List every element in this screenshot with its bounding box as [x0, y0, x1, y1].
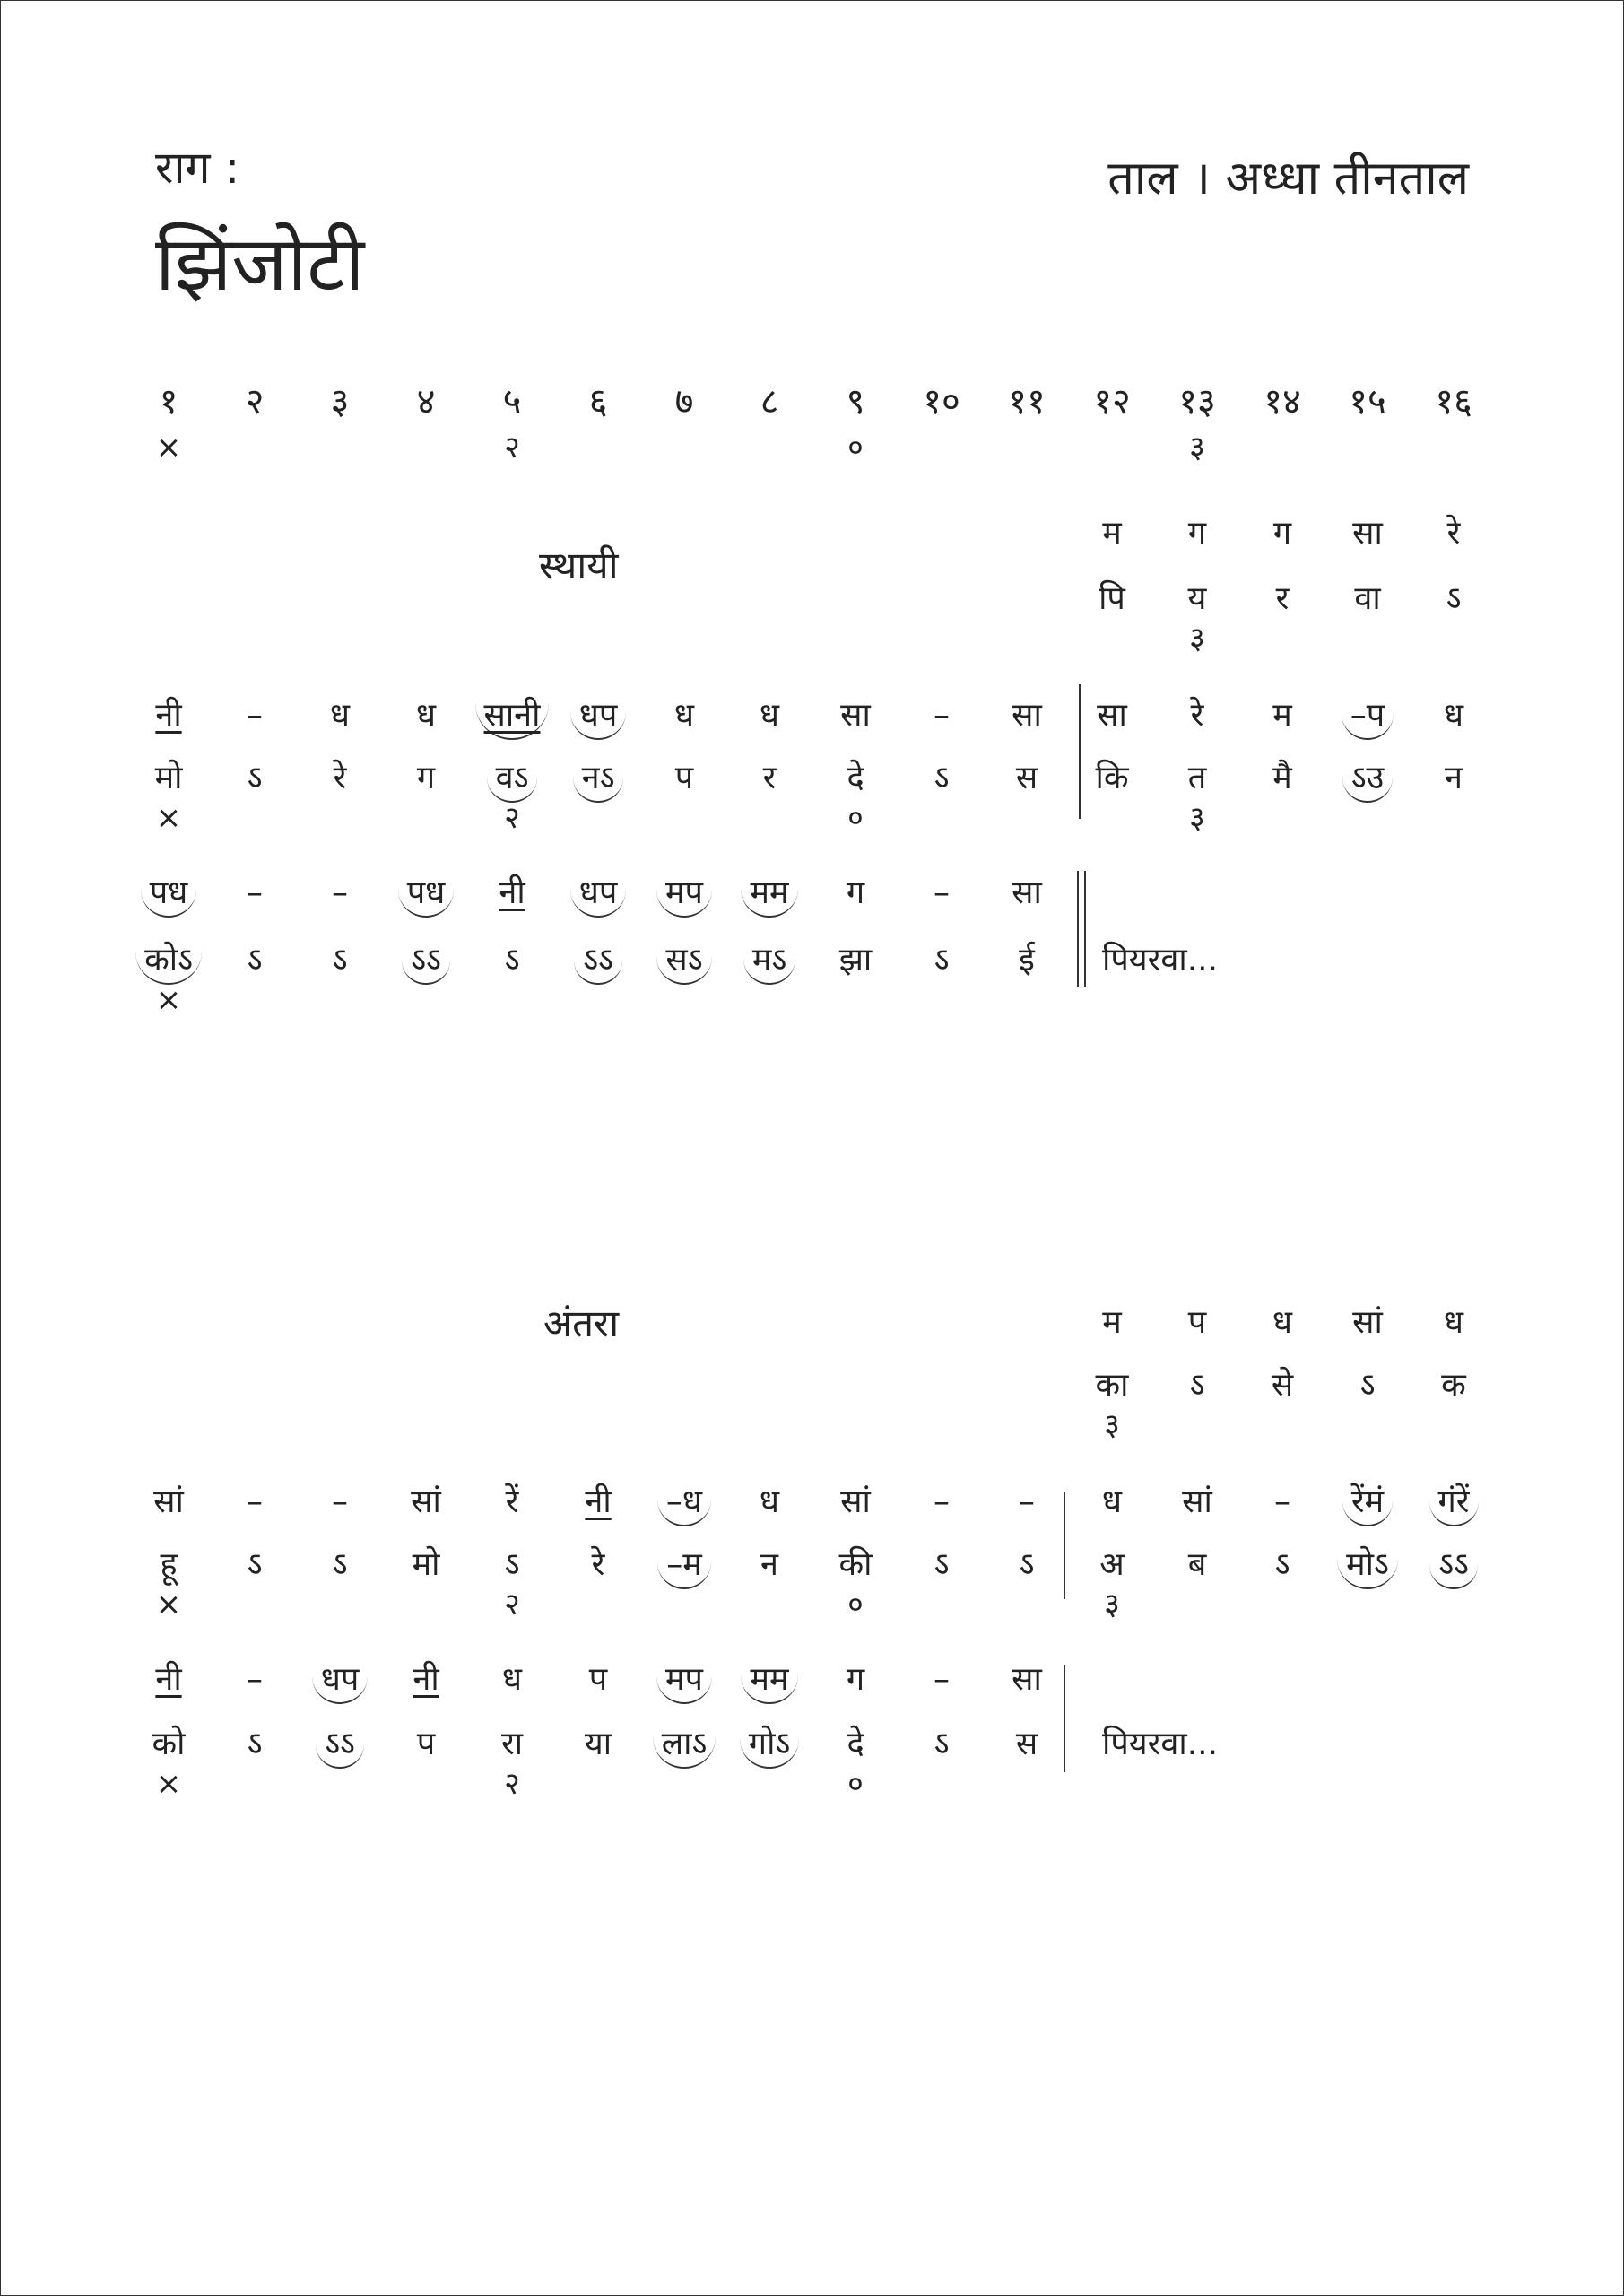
swar-note: सां: [840, 1483, 871, 1520]
bol-syllable: मै: [1272, 760, 1292, 796]
bol-syllable: [635, 1725, 734, 1769]
bol-syllable: [720, 941, 819, 985]
beat-number: १: [159, 381, 178, 422]
swar-note: ग: [1187, 515, 1207, 552]
repeat-indicator: पियरवा...: [1102, 1726, 1219, 1762]
slur-group: –प: [1342, 699, 1394, 740]
swar-note: ध: [501, 1661, 523, 1698]
bol-syllable: ब: [1187, 1546, 1207, 1583]
slur-group: मम: [741, 1663, 797, 1704]
bol-syllable: कि: [1095, 760, 1129, 796]
swar-note: [119, 1660, 218, 1700]
slur-group: ऽऽ: [316, 1727, 364, 1769]
beat-number: १६: [1435, 381, 1472, 422]
bol-syllable: की: [838, 1546, 873, 1583]
taal-mark: ०: [847, 1766, 864, 1802]
division-bar: [1079, 684, 1081, 819]
raag-label: राग :: [155, 142, 240, 194]
slur-group: पध: [398, 876, 455, 918]
slur-group: मऽ: [743, 944, 795, 985]
division-bar: [1064, 1492, 1065, 1599]
beat-number: ८: [760, 381, 779, 422]
swar-note: [635, 1660, 734, 1704]
swar-note: [549, 874, 647, 918]
swar-note: ध: [1443, 697, 1464, 734]
bol-syllable: प: [674, 760, 694, 796]
swar-note: ध: [415, 697, 437, 734]
slur-group: नऽ: [573, 761, 624, 803]
bol-syllable: [377, 941, 475, 985]
bol-syllable: ऽ: [934, 942, 950, 978]
swar-note: ध: [1101, 1483, 1123, 1520]
swar-note: –: [934, 697, 950, 734]
bol-syllable: [119, 941, 218, 985]
slur-group: धप: [312, 1663, 369, 1704]
swar-note: ध: [673, 697, 695, 734]
bol-syllable: रे: [591, 1546, 605, 1583]
swar-note: रें: [505, 1483, 519, 1520]
bol-syllable: प: [416, 1726, 436, 1762]
swar-note: ग: [846, 1661, 865, 1698]
swar-note: ध: [759, 697, 780, 734]
komal-note: नी: [499, 874, 525, 911]
swar-note: –: [247, 1483, 263, 1520]
repeat-indicator: पियरवा...: [1102, 942, 1219, 978]
swar-note: म: [1272, 697, 1292, 734]
swar-note: म: [1102, 515, 1122, 552]
bol-syllable: झा: [838, 942, 873, 978]
bol-syllable: मो: [154, 760, 183, 796]
bol-syllable: ऽ: [934, 1726, 950, 1762]
komal-note: नी: [155, 1661, 182, 1698]
bol-syllable: मो: [412, 1546, 440, 1583]
slur-group: वऽ: [487, 761, 538, 803]
slur-group: मप: [656, 1663, 712, 1704]
bol-syllable: ऽ: [934, 1546, 950, 1583]
bol-syllable: दे: [847, 1726, 864, 1762]
slur-group: ऽऽ: [402, 944, 450, 985]
komal-note: नी: [413, 1661, 439, 1698]
bol-syllable: ऽ: [247, 760, 263, 796]
taal-mark: ×: [155, 800, 182, 836]
swar-note: सां: [153, 1483, 184, 1520]
swar-note: [720, 874, 819, 918]
bol-syllable: ऽ: [934, 760, 950, 796]
swar-note: ध: [1443, 1304, 1464, 1341]
bol-syllable: दे: [847, 760, 864, 796]
taal-mark: ×: [155, 982, 182, 1018]
slur-group: –ध: [657, 1485, 711, 1526]
swar-note: –: [332, 874, 348, 911]
komal-note: नी: [585, 1483, 612, 1520]
bol-syllable: र: [1275, 580, 1290, 617]
swar-note: रे: [1446, 515, 1461, 552]
swar-note: [291, 1660, 389, 1704]
swar-note: सा: [1012, 874, 1042, 911]
bol-syllable: [1318, 759, 1417, 803]
bol-syllable: [635, 1545, 734, 1589]
swar-note: [549, 696, 647, 740]
slur-group: लाऽ: [653, 1727, 716, 1769]
slur-group: गोऽ: [740, 1727, 799, 1769]
slur-group: मप: [656, 876, 712, 918]
taal-mark: ३: [1189, 430, 1205, 465]
double-bar-right: [1084, 871, 1086, 987]
slur-group: –म: [657, 1548, 711, 1589]
swar-note: –: [332, 1483, 348, 1520]
swar-note: [119, 696, 218, 735]
bol-syllable: पि: [1099, 580, 1125, 617]
taal-mark: ×: [155, 1766, 182, 1802]
taal-mark: ३: [1189, 800, 1205, 836]
swar-note: –: [247, 1661, 263, 1698]
swar-note: म: [1102, 1304, 1122, 1341]
swar-note: सा: [1012, 1661, 1042, 1698]
beat-number: ६: [588, 381, 608, 422]
swar-note: प: [1187, 1304, 1207, 1341]
bol-syllable: ऽ: [247, 942, 263, 978]
antara-title: अंतरा: [543, 1301, 620, 1345]
beat-number: ११: [1008, 381, 1046, 422]
slur-group: ऽउ: [1342, 761, 1394, 803]
bol-syllable: [1318, 1545, 1417, 1589]
swar-note: [1404, 1483, 1503, 1526]
bol-syllable: से: [1271, 1367, 1294, 1404]
bol-syllable: [720, 1725, 819, 1769]
swar-note: [635, 1483, 734, 1526]
sam-mark: ×: [155, 430, 182, 465]
beat-number: ४: [416, 381, 436, 422]
bol-syllable: को: [152, 1726, 186, 1762]
bol-syllable: ऽ: [1274, 1546, 1290, 1583]
taal-mark: २: [504, 800, 520, 836]
bol-syllable: या: [584, 1726, 612, 1762]
bol-syllable: स: [1015, 1726, 1038, 1762]
bol-syllable: ऽ: [1019, 1546, 1035, 1583]
swar-note: –: [1274, 1483, 1290, 1520]
bol-syllable: ऽ: [247, 1726, 263, 1762]
bol-syllable: क: [1441, 1367, 1466, 1404]
bol-syllable: ऽ: [247, 1546, 263, 1583]
swar-note: रे: [1190, 697, 1204, 734]
bol-syllable: त: [1187, 760, 1207, 796]
bol-syllable: [549, 759, 647, 803]
bol-syllable: ऽ: [1189, 1367, 1205, 1404]
swar-note: [119, 874, 218, 918]
slur-group: कोऽ: [135, 944, 202, 985]
taal-mark: २: [504, 1766, 520, 1802]
slur-group: धप: [570, 699, 627, 740]
slur-group: गंरें: [1429, 1485, 1479, 1526]
komal-note: नी: [155, 697, 182, 734]
khali-mark: ०: [847, 430, 864, 465]
slur-group: मोऽ: [1337, 1548, 1398, 1589]
swar-note: [1318, 696, 1417, 740]
slur-group: सऽ: [656, 944, 711, 985]
swar-note: ग: [846, 874, 865, 911]
taal-mark: ३: [1104, 1587, 1120, 1622]
bol-syllable: न: [760, 1546, 778, 1583]
bol-syllable: न: [1445, 760, 1463, 796]
taal-mark: ३: [1104, 1407, 1120, 1443]
taal-mark: ३: [1189, 621, 1205, 657]
swar-note: सां: [1352, 1304, 1383, 1341]
bol-syllable: ऽ: [1359, 1367, 1376, 1404]
swar-note: सां: [1182, 1483, 1212, 1520]
raag-name: झिंजोटी: [155, 220, 365, 308]
swar-note: –: [1019, 1483, 1035, 1520]
swar-note: –: [247, 697, 263, 734]
swar-note: सा: [1352, 515, 1383, 552]
bol-syllable: ऽ: [504, 942, 520, 978]
swar-note: सा: [1012, 697, 1042, 734]
bol-syllable: ऽ: [1446, 580, 1462, 617]
slur-group: पध: [141, 876, 197, 918]
beat-number: ७: [674, 381, 694, 422]
slur-group: सानी: [475, 699, 550, 740]
slur-group: धप: [570, 876, 627, 918]
taal-label: ताल । अध्धा तीनताल: [1107, 152, 1469, 205]
bol-syllable: स: [1015, 760, 1038, 796]
bol-syllable: ऽ: [332, 942, 348, 978]
swar-note: [720, 1660, 819, 1704]
bol-syllable: ई: [1019, 942, 1035, 978]
swar-note: ग: [1272, 515, 1292, 552]
swar-note: सा: [1097, 697, 1127, 734]
bol-syllable: [463, 759, 561, 803]
bol-syllable: [291, 1725, 389, 1769]
beat-number: १०: [923, 381, 960, 422]
slur-group: मम: [741, 876, 797, 918]
swar-note: प: [588, 1661, 608, 1698]
swar-note: [1318, 1483, 1417, 1526]
slur-group: ऽऽ: [574, 944, 622, 985]
beat-number: ३: [330, 381, 350, 422]
bol-syllable: वा: [1354, 580, 1381, 617]
swar-note: [549, 1483, 647, 1522]
beat-number: ५: [502, 381, 522, 422]
bol-syllable: [549, 941, 647, 985]
taal-mark: ०: [847, 800, 864, 836]
bol-syllable: ऽ: [332, 1546, 348, 1583]
bol-syllable: रा: [500, 1726, 524, 1762]
swar-note: ध: [759, 1483, 780, 1520]
slur-group: रेंमं: [1342, 1485, 1393, 1526]
beat-number: १३: [1178, 381, 1216, 422]
bol-syllable: ग: [416, 760, 436, 796]
bol-syllable: रे: [333, 760, 347, 796]
swar-note: –: [934, 874, 950, 911]
taal-mark: २: [504, 430, 520, 465]
swar-note: [635, 874, 734, 918]
bol-syllable: हू: [160, 1546, 178, 1583]
bol-syllable: ऽ: [504, 1546, 520, 1583]
beat-number: १४: [1264, 381, 1301, 422]
swar-note: –: [247, 874, 263, 911]
taal-mark: २: [504, 1587, 520, 1622]
swar-note: सां: [411, 1483, 441, 1520]
swar-note: ध: [1272, 1304, 1293, 1341]
swar-note: [463, 874, 561, 913]
taal-mark: ०: [847, 1587, 864, 1622]
swar-note: –: [934, 1483, 950, 1520]
bol-syllable: [1404, 1545, 1503, 1589]
beat-number: १५: [1349, 381, 1386, 422]
bol-syllable: अ: [1099, 1546, 1125, 1583]
beat-number: १२: [1093, 381, 1131, 422]
swar-note: [377, 1660, 475, 1700]
beat-number: २: [245, 381, 265, 422]
swar-note: [463, 696, 561, 740]
swar-note: –: [934, 1661, 950, 1698]
bol-syllable: [635, 941, 734, 985]
taal-mark: ×: [155, 1587, 182, 1622]
bol-syllable: र: [762, 760, 777, 796]
bol-syllable: य: [1187, 580, 1207, 617]
swar-note: [377, 874, 475, 918]
swar-note: ध: [329, 697, 351, 734]
double-bar-left: [1077, 871, 1079, 987]
division-bar: [1064, 1665, 1065, 1772]
slur-group: ऽऽ: [1429, 1548, 1478, 1589]
swar-note: सा: [840, 697, 871, 734]
bol-syllable: का: [1095, 1367, 1129, 1404]
beat-number: ९: [846, 381, 865, 422]
sthayi-title: स्थायी: [539, 544, 619, 587]
